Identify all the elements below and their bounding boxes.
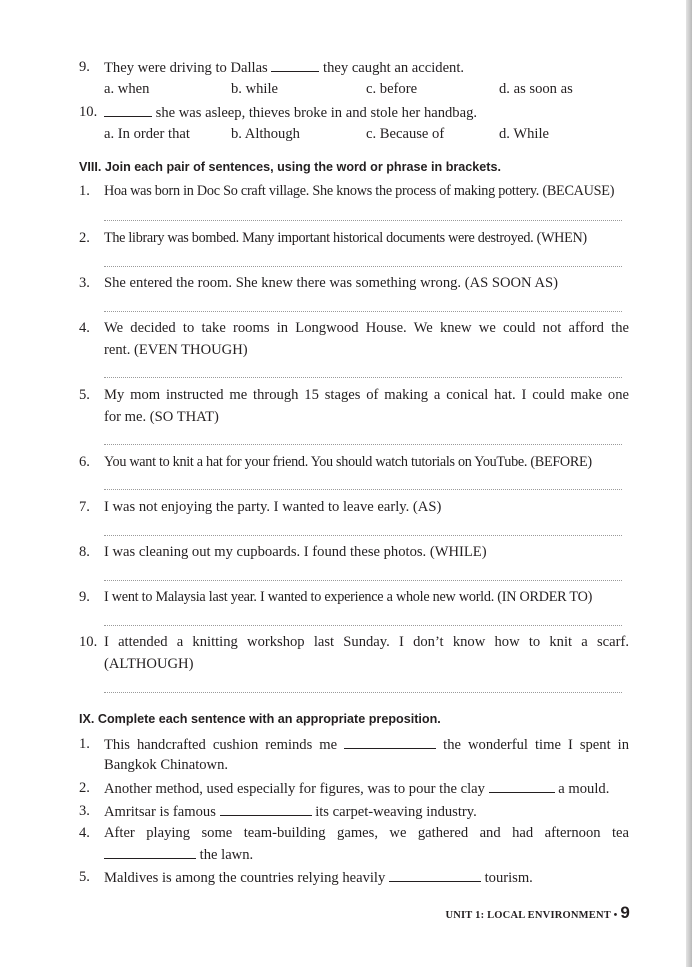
option-c[interactable]: c. before <box>366 81 418 97</box>
answer-blank[interactable] <box>271 57 319 72</box>
item-number: 4. <box>79 825 90 841</box>
text-before: Maldives is among the countries relying heavily <box>104 870 386 886</box>
answer-line-9[interactable] <box>104 625 622 626</box>
answer-blank[interactable] <box>104 102 152 117</box>
question-number: 10. <box>79 104 98 120</box>
answer-line-8[interactable] <box>104 580 622 581</box>
item-number: 5. <box>79 387 90 403</box>
item-number: 2. <box>79 230 90 246</box>
preposition-blank[interactable] <box>389 867 481 882</box>
item-number: 6. <box>79 454 90 470</box>
item-number: 3. <box>79 803 90 819</box>
answer-line-4[interactable] <box>104 377 622 378</box>
item-number: 1. <box>79 736 90 752</box>
item-text-line-2: for me. (SO THAT) <box>104 409 219 425</box>
text-after: the wonderful time I spent in <box>443 737 629 753</box>
item-text: The library was bombed. Many important historical documents were destroyed. (WHEN) <box>104 230 587 246</box>
page-number: 9 <box>620 903 630 922</box>
item-number: 7. <box>79 499 90 515</box>
item-text-line-1: After playing some team-building games, we gathered and had afternoon tea <box>104 825 629 841</box>
option-c[interactable]: c. Because of <box>366 126 445 142</box>
answer-line-6[interactable] <box>104 489 622 490</box>
item-text: I was cleaning out my cupboards. I found these photos. (WHILE) <box>104 544 487 560</box>
text-before: Amritsar is famous <box>104 804 216 820</box>
page-footer <box>440 903 630 923</box>
text-before: This handcrafted cushion reminds me <box>104 737 338 753</box>
item-text-line-2: (ALTHOUGH) <box>104 656 194 672</box>
preposition-blank[interactable] <box>344 734 436 749</box>
text-after: tourism. <box>484 870 533 886</box>
item-text-line-1 <box>104 734 629 755</box>
option-d[interactable]: d. While <box>499 126 549 142</box>
item-text <box>104 867 533 888</box>
question-text-after: she was asleep, thieves broke in and stole her handbag. <box>155 105 478 121</box>
item-text: Hoa was born in Doc So craft village. She knows the process of making pottery. (BECAUSE) <box>104 183 615 199</box>
answer-line-2[interactable] <box>104 266 622 267</box>
text-after: a mould. <box>558 781 610 797</box>
option-a[interactable]: a. In order that <box>104 126 190 142</box>
item-text: She entered the room. She knew there was something wrong. (AS SOON AS) <box>104 275 558 291</box>
text-before: Another method, used especially for figures, was to pour the clay <box>104 781 485 797</box>
preposition-blank[interactable] <box>220 801 312 816</box>
answer-line-1[interactable] <box>104 220 622 221</box>
item-number: 2. <box>79 780 90 796</box>
item-text <box>104 801 477 822</box>
option-a[interactable]: a. when <box>104 81 150 97</box>
section-8-heading: VIII. Join each pair of sentences, using the word or phrase in brackets. <box>79 160 502 174</box>
item-number: 1. <box>79 183 90 199</box>
question-text-before: They were driving to Dallas <box>104 60 268 76</box>
item-text-line-2: rent. (EVEN THOUGH) <box>104 342 248 358</box>
item-number: 3. <box>79 275 90 291</box>
text-after: its carpet-weaving industry. <box>315 804 477 820</box>
item-text: I went to Malaysia last year. I wanted to experience a whole new world. (IN ORDER TO) <box>104 589 593 605</box>
option-b[interactable]: b. while <box>231 81 279 97</box>
answer-line-3[interactable] <box>104 311 622 312</box>
item-number: 8. <box>79 544 90 560</box>
item-text-line-1: My mom instructed me through 15 stages of making a conical hat. I could make one <box>104 387 629 403</box>
item-text-line-2: Bangkok Chinatown. <box>104 757 229 773</box>
item-number: 5. <box>79 869 90 885</box>
footer-bullet: • <box>613 910 618 921</box>
item-text-line-1: I attended a knitting workshop last Sunday. I don’t know how to knit a scarf. <box>104 634 629 650</box>
item-text-line-1: We decided to take rooms in Longwood House. We knew we could not afford the <box>104 320 629 336</box>
item-number: 9. <box>79 589 90 605</box>
section-9-heading: IX. Complete each sentence with an appropriate preposition. <box>79 712 441 726</box>
preposition-blank[interactable] <box>489 778 555 793</box>
page-edge-shadow <box>686 0 692 967</box>
option-d[interactable]: d. as soon as <box>499 81 573 97</box>
item-text <box>104 778 609 799</box>
answer-line-7[interactable] <box>104 535 622 536</box>
item-text-line-2 <box>104 844 253 865</box>
item-text: I was not enjoying the party. I wanted to leave early. (AS) <box>104 499 442 515</box>
question-number: 9. <box>79 59 90 75</box>
preposition-blank[interactable] <box>104 844 196 859</box>
text-after: the lawn. <box>199 847 254 863</box>
unit-title: UNIT 1: LOCAL ENVIRONMENT <box>445 910 611 921</box>
item-number: 4. <box>79 320 90 336</box>
option-b[interactable]: b. Although <box>231 126 300 142</box>
item-number: 10. <box>79 634 98 650</box>
answer-line-5[interactable] <box>104 444 622 445</box>
answer-line-10[interactable] <box>104 692 622 693</box>
item-text: You want to knit a hat for your friend. You should watch tutorials on YouTube. (BEFORE) <box>104 454 592 470</box>
question-text-after: they caught an accident. <box>323 60 465 76</box>
